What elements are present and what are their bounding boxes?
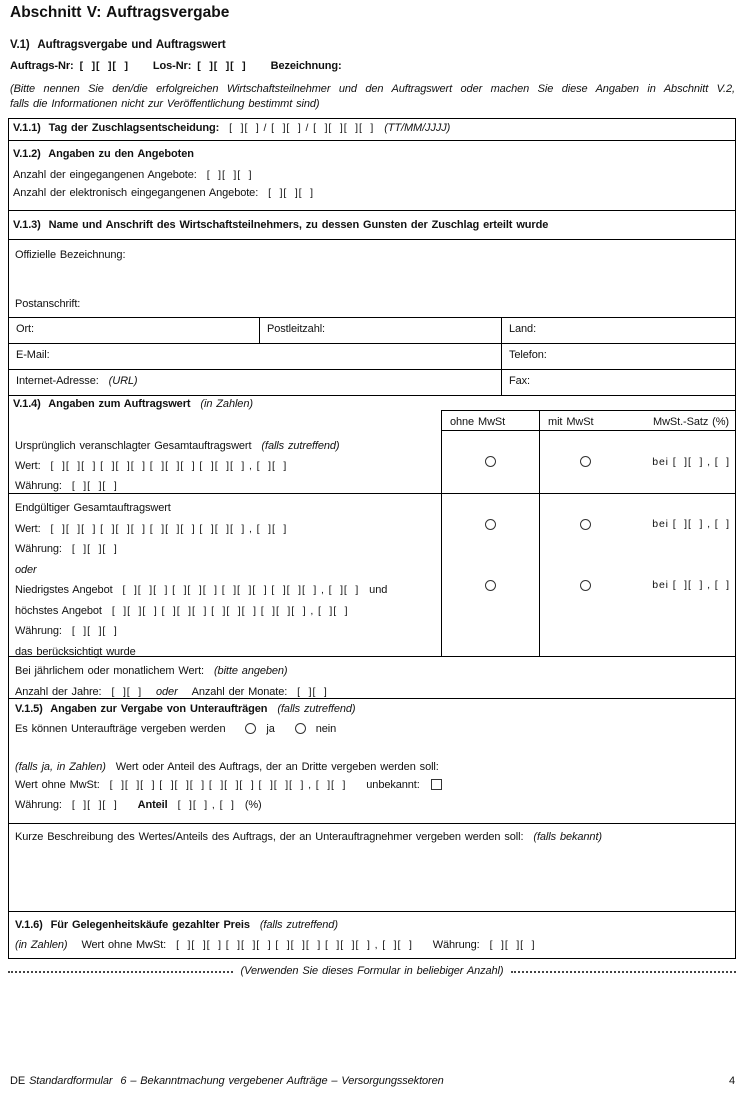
months-label: Anzahl der Monate: [191, 686, 288, 698]
subcontract-currency-line [15, 797, 729, 814]
town-label: Ort: [16, 323, 34, 335]
short-description-label: Kurze Beschreibung des Wertes/Anteils des Auftrags, der an Unterauftragnehmer vergeben werden soll: [15, 831, 524, 843]
wert-ohne-mwst-field[interactable]: [ ][ ][ ] [ ][ ][ ] [ ][ ][ ] [ ][ ][ ] , [ ][ ] [109, 779, 347, 791]
highest-offer-field[interactable]: [ ][ ][ ] [ ][ ][ ] [ ][ ][ ] [ ][ ][ ] , [ ][ ] [111, 604, 349, 617]
footer-lang: DE [10, 1075, 26, 1087]
v13-heading: V.1.3) Name und Anschrift des Wirtschaftsteilnehmers, zu dessen Gunsten der Zuschlag erteilt wurde [9, 210, 735, 239]
annual-value-label: Bei jährlichem oder monatlichem Wert: [15, 665, 205, 677]
v16-heading-text: V.1.6) Für Gelegenheitskäufe gezahlter Preis [15, 919, 250, 931]
ja-label: ja [266, 723, 275, 735]
anteil-label: Anteil [137, 799, 168, 811]
v16-heading-hint: (falls zutreffend) [259, 919, 338, 931]
v1-note-line1: (Bitte nennen Sie den/die erfolgreichen Wirtschaftsteilnehmer und den Auftragswert oder machen Sie diese Angaben in Abschnitt V.2, [10, 83, 735, 95]
und-label: und [369, 584, 388, 596]
row-v13-town [9, 317, 735, 343]
months-field[interactable]: [ ][ ] [297, 686, 328, 698]
unbekannt-label: unbekannt: [366, 779, 420, 791]
years-label: Anzahl der Jahre: [15, 686, 102, 698]
nein-label: nein [315, 723, 337, 735]
footer-form-name: Standardformular 6 – Bekanntmachung vergebener Aufträge – Versorgungssektoren [29, 1075, 444, 1087]
country-label: Land: [501, 318, 735, 343]
waehrung-label: Währung: [15, 543, 62, 555]
postal-code-label: Postleitzahl: [259, 318, 501, 343]
v14-col-header-mit-mwst [539, 410, 735, 431]
auftrags-nr-field[interactable]: [ ][ ][ ] [79, 60, 129, 72]
wert-ohne-mwst-field[interactable]: [ ][ ][ ] [ ][ ][ ] [ ][ ][ ] [ ][ ][ ] , [ ][ ] [176, 939, 413, 951]
url-label: Internet-Adresse: [16, 375, 99, 387]
highest-offer-label: höchstes Angebot [15, 604, 102, 617]
form-repeat-separator [8, 963, 736, 979]
mwst-satz-estimated[interactable]: bei [ ][ ] , [ ] [652, 456, 730, 468]
contract-number-line [10, 60, 342, 72]
final-value-label: Endgültiger Gesamtauftragswert [15, 502, 171, 514]
postal-address-label: Postanschrift: [15, 298, 81, 310]
waehrung-label: Währung: [15, 799, 62, 811]
considered-note: das berücksichtigt wurde [15, 645, 136, 658]
mit-mwst-label: mit MwSt [548, 416, 594, 428]
radio-nein[interactable] [295, 723, 306, 734]
v14-col-header-ohne-mwst: ohne MwSt [441, 410, 539, 431]
wert-label: Wert: [15, 522, 41, 535]
v12-line2 [13, 187, 731, 199]
v14-heading [9, 396, 735, 410]
v12-heading: V.1.2) Angaben zu den Angeboten [13, 148, 194, 160]
short-description-hint: (falls bekannt) [533, 831, 602, 843]
row-v13-email [9, 343, 735, 369]
subcontract-question-line [15, 723, 729, 735]
v16-heading [15, 919, 729, 931]
page-footer [10, 1075, 735, 1087]
percent-label: (%) [244, 799, 262, 811]
row-v14-annual [9, 656, 735, 698]
bezeichnung-label: Bezeichnung: [270, 60, 342, 72]
phone-label: Telefon: [501, 344, 735, 369]
subcontract-condition: Wert oder Anteil des Auftrags, der an Dritte vergeben werden soll: [115, 761, 439, 773]
fax-label: Fax: [501, 370, 735, 395]
subcontract-condition-line [15, 761, 729, 773]
falls-ja-hint: (falls ja, in Zahlen) [15, 761, 106, 773]
wert-ohne-mwst-label: Wert ohne MwSt: [15, 779, 100, 791]
wert-field[interactable]: [ ][ ][ ] [ ][ ][ ] [ ][ ][ ] [ ][ ][ ] , [ ][ ] [50, 522, 288, 535]
v12-line2-field[interactable]: [ ][ ][ ] [268, 187, 314, 199]
v15-heading [15, 703, 729, 715]
subcontract-value-line [15, 777, 729, 794]
row-v13-url [9, 369, 735, 395]
wert-label: Wert: [15, 460, 41, 472]
row-v15 [9, 698, 735, 823]
dotted-leader-right [511, 971, 736, 973]
radio-ohne-mwst-final[interactable] [485, 519, 496, 530]
lowest-offer-label: Niedrigstes Angebot [15, 584, 113, 596]
v12-line1-field[interactable]: [ ][ ][ ] [206, 169, 253, 181]
row-v16 [9, 911, 735, 960]
v12-line1 [13, 169, 731, 181]
waehrung-label: Währung: [15, 625, 62, 637]
anteil-field[interactable]: [ ][ ] , [ ] [177, 799, 235, 811]
v14-row-final-text [15, 498, 441, 662]
mwst-satz-final[interactable]: bei [ ][ ] , [ ] [652, 518, 730, 530]
estimated-value-hint: (falls zutreffend) [261, 440, 340, 452]
waehrung-field[interactable]: [ ][ ][ ] [489, 939, 536, 951]
form-repeat-note: (Verwenden Sie dieses Formular in beliebiger Anzahl) [240, 965, 504, 977]
url-hint: (URL) [108, 375, 138, 387]
v1-heading: V.1) Auftragsvergabe und Auftragswert [10, 39, 226, 51]
row-v14 [9, 395, 735, 656]
wert-ohne-mwst-label: Wert ohne MwSt: [81, 939, 167, 951]
v12-line2-label: Anzahl der elektronisch eingegangenen Angebote: [13, 187, 259, 199]
mwst-satz-offers[interactable]: bei [ ][ ] , [ ] [652, 579, 730, 591]
bargain-price-line [15, 939, 729, 951]
v11-date-format: (TT/MM/JJJJ) [384, 122, 451, 134]
v1-note-line2: falls die Informationen nicht zur Veröffentlichung bestimmt sind) [10, 98, 320, 110]
official-name-label: Offizielle Bezeichnung: [15, 249, 126, 261]
annual-value-hint: (bitte angeben) [213, 665, 288, 677]
oder-label: oder [156, 686, 178, 698]
waehrung-field[interactable]: [ ][ ][ ] [71, 625, 118, 637]
row-v13-name [9, 239, 735, 317]
checkbox-unbekannt[interactable] [431, 779, 442, 790]
lowest-offer-field[interactable]: [ ][ ][ ] [ ][ ][ ] [ ][ ][ ] [ ][ ][ ] , [ ][ ] [122, 584, 360, 596]
v14-heading-hint: (in Zahlen) [200, 398, 253, 410]
oder-label: oder [15, 563, 37, 576]
v14-row-estimated-text [15, 436, 441, 496]
v12-line1-label: Anzahl der eingegangenen Angebote: [13, 169, 197, 181]
los-nr-field[interactable]: [ ][ ][ ] [197, 60, 247, 72]
estimated-value-label: Ursprünglich veranschlagter Gesamtauftragswert [15, 440, 252, 452]
los-nr-label: Los-Nr: [152, 60, 192, 72]
row-v15-description [9, 823, 735, 911]
dotted-leader-left [8, 971, 233, 973]
v15-heading-hint: (falls zutreffend) [277, 703, 356, 715]
mwst-satz-label: MwSt.-Satz (%) [653, 416, 729, 428]
v11-label: V.1.1) Tag der Zuschlagsentscheidung: [13, 122, 220, 134]
row-v11 [9, 119, 735, 140]
url-cell [9, 370, 501, 395]
radio-ohne-mwst-estimated[interactable] [485, 456, 496, 467]
v11-date-field[interactable]: [ ][ ] / [ ][ ] / [ ][ ][ ][ ] [229, 122, 375, 134]
v14-heading-text: V.1.4) Angaben zum Auftragswert [13, 398, 191, 410]
auftrags-nr-label: Auftrags-Nr: [10, 60, 74, 72]
email-label: E-Mail: [16, 349, 50, 361]
form-table [8, 118, 736, 959]
section-title: Abschnitt V: Auftragsvergabe [10, 4, 230, 21]
subcontract-question: Es können Unteraufträge vergeben werden [15, 723, 226, 735]
v1-note [10, 82, 735, 112]
years-field[interactable]: [ ][ ] [111, 686, 143, 698]
in-zahlen-hint: (in Zahlen) [15, 939, 68, 951]
wert-field[interactable]: [ ][ ][ ] [ ][ ][ ] [ ][ ][ ] [ ][ ][ ] , [ ][ ] [50, 460, 288, 472]
waehrung-field[interactable]: [ ][ ][ ] [71, 543, 118, 555]
radio-ja[interactable] [245, 723, 256, 734]
waehrung-label: Währung: [432, 939, 480, 951]
row-v12 [9, 140, 735, 210]
radio-ohne-mwst-offers[interactable] [485, 580, 496, 591]
page-number: 4 [728, 1075, 735, 1087]
waehrung-label: Währung: [15, 480, 62, 492]
footer-left [10, 1075, 444, 1087]
v15-heading-text: V.1.5) Angaben zur Vergabe von Unteraufträgen [15, 703, 268, 715]
waehrung-field[interactable]: [ ][ ][ ] [71, 480, 118, 492]
waehrung-field[interactable]: [ ][ ][ ] [71, 799, 118, 811]
